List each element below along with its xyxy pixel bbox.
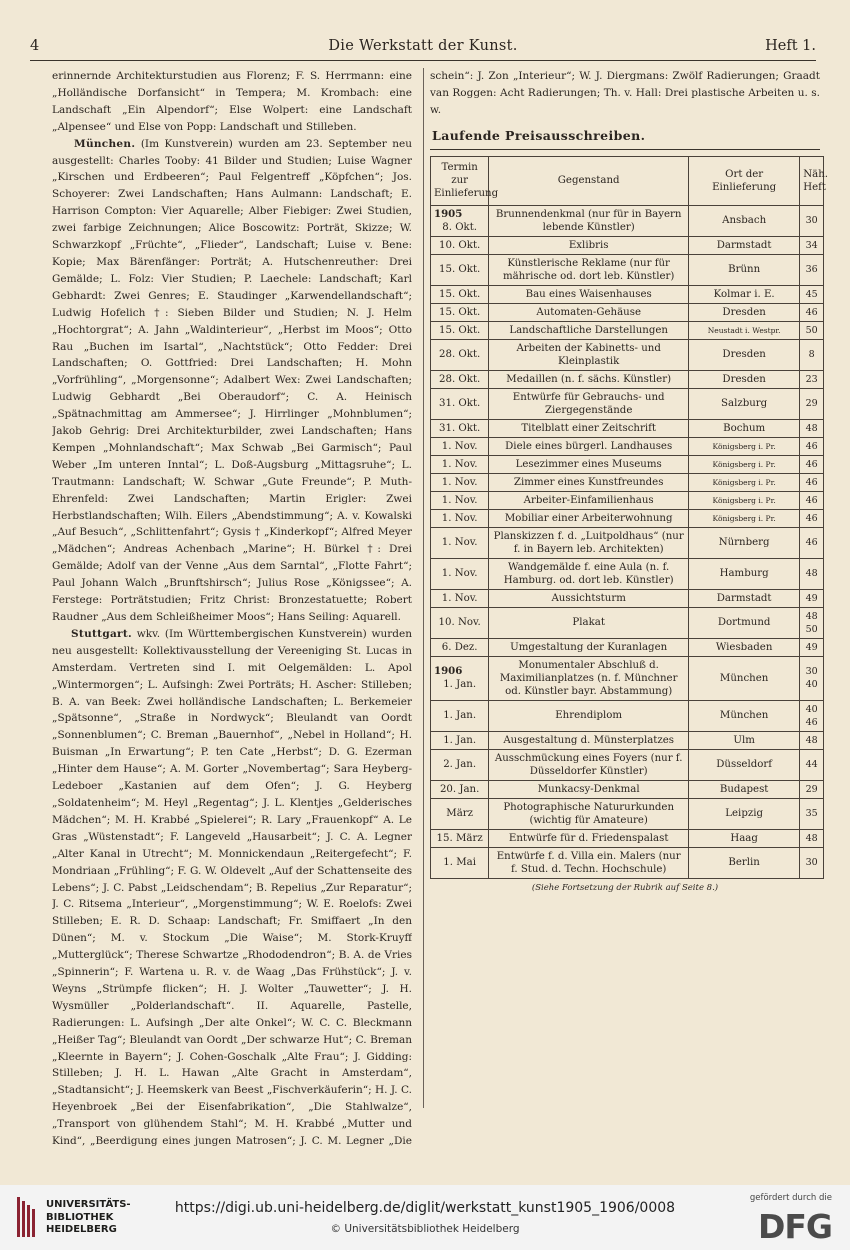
cell-date bbox=[431, 254, 489, 285]
cell-date-text: 1. Nov. bbox=[441, 440, 478, 452]
cell-date bbox=[431, 388, 489, 419]
cell-place: Königsberg i. Pr. bbox=[689, 437, 800, 455]
table-row bbox=[431, 847, 824, 878]
cell-place: Darmstadt bbox=[689, 589, 800, 607]
cell-date bbox=[431, 589, 489, 607]
cell-subject: Planskizzen f. d. „Luitpoldhaus“ (nur f. in Bayern leb. Architekten) bbox=[489, 527, 689, 558]
table-row bbox=[431, 731, 824, 749]
cell-place: Salzburg bbox=[689, 388, 800, 419]
section-title: Laufende Preisausschreiben. bbox=[432, 127, 646, 143]
cell-subject: Plakat bbox=[489, 607, 689, 638]
cell-date bbox=[431, 798, 489, 829]
cell-date-text: 28. Okt. bbox=[438, 349, 481, 361]
cell-date-text: 15. Okt. bbox=[438, 264, 481, 276]
column-divider bbox=[423, 68, 424, 1108]
cell-issue: 49 bbox=[800, 589, 824, 607]
cell-issue: 46 bbox=[800, 437, 824, 455]
cell-place: Brünn bbox=[689, 254, 800, 285]
cell-place: Nürnberg bbox=[689, 527, 800, 558]
cell-issue: 48 bbox=[800, 829, 824, 847]
cell-issue: 46 bbox=[800, 303, 824, 321]
cell-date bbox=[431, 607, 489, 638]
cell-place: Ansbach bbox=[689, 205, 800, 236]
cell-issue: 34 bbox=[800, 236, 824, 254]
cell-place: Dresden bbox=[689, 303, 800, 321]
table-row bbox=[431, 254, 824, 285]
cell-issue: 30 bbox=[800, 205, 824, 236]
left-column bbox=[52, 68, 412, 1153]
cell-subject: Arbeiter-Einfamilienhaus bbox=[489, 491, 689, 509]
cell-place: Darmstadt bbox=[689, 236, 800, 254]
cell-issue: 30 bbox=[800, 847, 824, 878]
table-row bbox=[431, 437, 824, 455]
cell-date bbox=[431, 558, 489, 589]
cell-date-text: 1. Jan. bbox=[443, 679, 477, 691]
cell-subject: Landschaftliche Darstellungen bbox=[489, 321, 689, 339]
cell-place: Hamburg bbox=[689, 558, 800, 589]
cell-place: Budapest bbox=[689, 780, 800, 798]
section-rule bbox=[430, 149, 820, 150]
cell-date-text: 1. Jan. bbox=[443, 710, 477, 722]
cell-date bbox=[431, 455, 489, 473]
cell-issue: 8 bbox=[800, 339, 824, 370]
cell-issue: 44 bbox=[800, 749, 824, 780]
table-row bbox=[431, 638, 824, 656]
cell-place: Königsberg i. Pr. bbox=[689, 491, 800, 509]
cell-date bbox=[431, 509, 489, 527]
cell-issue: 46 bbox=[800, 473, 824, 491]
cell-year: 1905 bbox=[434, 207, 463, 220]
cell-issue: 23 bbox=[800, 370, 824, 388]
cell-date bbox=[431, 303, 489, 321]
cell-date-text: 20. Jan. bbox=[439, 783, 480, 795]
header-issue: Näh. Heft bbox=[800, 156, 824, 205]
table-row bbox=[431, 656, 824, 700]
cell-date-text: 15. März bbox=[436, 832, 483, 844]
table-row bbox=[431, 558, 824, 589]
table-row bbox=[431, 388, 824, 419]
cell-date bbox=[431, 700, 489, 731]
table-row bbox=[431, 285, 824, 303]
table-footnote: (Siehe Fortsetzung der Rubrik auf Seite 8.) bbox=[531, 882, 719, 893]
cell-date-text: 31. Okt. bbox=[438, 422, 481, 434]
cell-subject: Ehrendiplom bbox=[489, 700, 689, 731]
cell-place: Dresden bbox=[689, 370, 800, 388]
cell-date-text: 1. Nov. bbox=[441, 494, 478, 506]
table-row bbox=[431, 780, 824, 798]
table-row bbox=[431, 419, 824, 437]
cell-date bbox=[431, 638, 489, 656]
cell-issue: 48 bbox=[800, 558, 824, 589]
cell-subject: Entwürfe f. d. Villa ein. Malers (nur f. Stud. d. Techn. Hochschule) bbox=[489, 847, 689, 878]
cell-issue: 40 46 bbox=[800, 700, 824, 731]
cell-issue: 46 bbox=[800, 455, 824, 473]
cell-issue: 49 bbox=[800, 638, 824, 656]
cell-issue: 29 bbox=[800, 388, 824, 419]
table-row bbox=[431, 370, 824, 388]
city-heading-stuttgart: Stuttgart. bbox=[71, 627, 132, 640]
cell-date-text: 1. Nov. bbox=[441, 458, 478, 470]
library-name-line3: HEIDELBERG bbox=[46, 1224, 117, 1235]
cell-date-text: 1. Mai bbox=[443, 857, 477, 869]
cell-issue: 46 bbox=[800, 527, 824, 558]
cell-date-text: 1. Nov. bbox=[441, 512, 478, 524]
competitions-table bbox=[430, 156, 829, 879]
paragraph-muenchen bbox=[52, 136, 412, 626]
table-row bbox=[431, 303, 824, 321]
cell-date bbox=[431, 205, 489, 236]
page-header bbox=[30, 38, 816, 60]
header-date: Termin zur Einlieferung bbox=[431, 156, 489, 205]
cell-place: Königsberg i. Pr. bbox=[689, 455, 800, 473]
cell-subject: Titelblatt einer Zeitschrift bbox=[489, 419, 689, 437]
cell-subject: Entwürfe für Gebrauchs- und Ziergegenstände bbox=[489, 388, 689, 419]
permalink-url[interactable]: https://digi.ub.uni-heidelberg.de/diglit/werkstatt_kunst1905_1906/0008 bbox=[174, 1200, 676, 1216]
cell-place: Bochum bbox=[689, 419, 800, 437]
cell-issue: 30 40 bbox=[800, 656, 824, 700]
cell-issue: 46 bbox=[800, 509, 824, 527]
cell-place: Düsseldorf bbox=[689, 749, 800, 780]
cell-date bbox=[431, 749, 489, 780]
paragraph-continuation: schein“: J. Zon „Interieur“; W. J. Diergmans: Zwölf Radierungen; Graadt van Roggen: Acht Radierungen; Th. v. Hall: Drei plastische Arbeiten u. s. w. bbox=[430, 70, 820, 116]
cell-issue: 48 bbox=[800, 731, 824, 749]
dfg-logo: DFG bbox=[757, 1207, 832, 1246]
table-header-row bbox=[431, 156, 824, 205]
dfg-caption bbox=[750, 1193, 832, 1203]
table-row bbox=[431, 473, 824, 491]
cell-subject: Ausgestaltung d. Münsterplatzes bbox=[489, 731, 689, 749]
cell-date bbox=[431, 419, 489, 437]
cell-date-text: März bbox=[446, 808, 474, 820]
cell-issue: 46 bbox=[800, 491, 824, 509]
table-row bbox=[431, 491, 824, 509]
cell-place: Haag bbox=[689, 829, 800, 847]
cell-date bbox=[431, 370, 489, 388]
cell-date bbox=[431, 473, 489, 491]
cell-place: Berlin bbox=[689, 847, 800, 878]
table-row bbox=[431, 607, 824, 638]
cell-subject: Künstlerische Reklame (nur für mährische od. dort leb. Künstler) bbox=[489, 254, 689, 285]
cell-subject: Exlibris bbox=[489, 236, 689, 254]
cell-date-text: 8. Okt. bbox=[442, 221, 478, 233]
cell-place: Dresden bbox=[689, 339, 800, 370]
header-place: Ort der Einlieferung bbox=[689, 156, 800, 205]
viewer-footer bbox=[0, 1185, 850, 1250]
cell-date-text: 15. Okt. bbox=[438, 288, 481, 300]
table-row bbox=[431, 700, 824, 731]
cell-issue: 48 50 bbox=[800, 607, 824, 638]
paragraph-florenz: erinnernde Architekturstudien aus Florenz; F. S. Herrmann: eine „Holländische Dorfansicht“ in Tempera; M. Krombach: eine Landschaft „Ein Alpendorf“; Else Wolpert: eine Landschaft „Alpensee“ und Else von Popp: Landschaft und Stilleben. bbox=[52, 70, 412, 133]
cell-subject: Lesezimmer eines Museums bbox=[489, 455, 689, 473]
cell-date-text: 28. Okt. bbox=[438, 373, 481, 385]
table-row bbox=[431, 749, 824, 780]
cell-subject: Wandgemälde f. eine Aula (n. f. Hamburg. od. dort leb. Künstler) bbox=[489, 558, 689, 589]
table-row bbox=[431, 321, 824, 339]
library-name-line1: UNIVERSITÄTS- bbox=[46, 1199, 131, 1210]
cell-subject: Photographische Natururkunden (wichtig für Amateure) bbox=[489, 798, 689, 829]
cell-date-text: 15. Okt. bbox=[438, 324, 481, 336]
cell-issue: 50 bbox=[800, 321, 824, 339]
cell-date bbox=[431, 731, 489, 749]
cell-place: Königsberg i. Pr. bbox=[689, 473, 800, 491]
cell-date bbox=[431, 656, 489, 700]
cell-subject: Zimmer eines Kunstfreundes bbox=[489, 473, 689, 491]
table-row bbox=[431, 527, 824, 558]
muenchen-text: (Im Kunstverein) wurden am 23. September neu ausgestellt: Charles Tooby: 41 Bilder und Studien; Luise Wagner „Kirschen und Erdbeeren“; Paul Felgentreff „Köpfchen“; Jos. Schoyerer: Zwei Landschaften; Hans Aulmann: Landschaft; E. Harrison Compton: Vier Aquarelle; Alber Fiebiger: Zwei Studien, zwei farbige Zeichnungen; Alice Boscowitz: Porträt, Skizze; W. Schwarzkopf „Früchte“, „Flieder“, Landschaft; Luise v. Bene: Kopie; Max Bärenfänger: Porträt; A. Hutschenreuther: Drei Gemälde; L. Folz: Vier Studien; P. Laechele: Landschaft; Karl Gebhardt: Zwei Genres; E. Staudinger „Karwendellandschaft“; Ludwig Hofelich †: Sieben Bilder und Studien; N. J. Helm „Hochtorgrat“; A. Jahn „Waldinterieur“, „Herbst im Moos“; Otto Rau „Buchen im Isartal“, „Nachtstück“; Otto Fedder: Drei Landschaften; O. Gottfried: Drei Landschaften; H. Mohn „Vorfrühling“, „Morgensonne“; Adalbert Wex: Zwei Landschaften; Ludwig Gebhardt „Bei Oberaudorf“; C. A. Heinisch „Spätnachmittag am Ammersee“; J. Hirrlinger „Mohnblumen“; Jakob Gehrig: Drei Architekturbilder, zwei Landschaften; Hans Kempen „Mohnlandschaft“; Max Schwab „Bei Garmisch“; Paul Weber „Im unteren Inntal“; L. Doß-Augsburg „Mittagsruhe“; L. Trautmann: Landschaft; W. Schwar „Gute Freunde“; P. Muth-Ehrenfeld: Zwei Landschaften; Martin Erigler: Zwei Herbstlandschaften; Wilh. Eilers „Abendstimmung“; A. v. Kowalski „Auf Besuch“, „Schlittenfahrt“; Gysis † „Kinderkopf“; Alfred Meyer „Mädchen“; Andreas Achenbach „Marine“; H. Bürkel †: Drei Gemälde; Adolf van der Venne „Aus dem Sarntal“, „Flotte Fahrt“; Paul Johann Walch „Brunftshirsch“; Julius Rose „Königssee“; A. Ferstege: Porträtstudien; Fritz Christ: Bronzestatuette; Robert Raudner „Aus dem Schleißheimer Moos“; Hans Seiling: Aquarell. bbox=[52, 137, 412, 623]
cell-date bbox=[431, 321, 489, 339]
cell-issue: 36 bbox=[800, 254, 824, 285]
cell-subject: Diele eines bürgerl. Landhauses bbox=[489, 437, 689, 455]
cell-date-text: 31. Okt. bbox=[438, 398, 481, 410]
cell-subject: Brunnendenkmal (nur für in Bayern lebende Künstler) bbox=[489, 205, 689, 236]
paragraph-stuttgart bbox=[52, 626, 412, 1153]
cell-subject: Monumentaler Abschluß d. Maximilianplatzes (n. f. Münchner od. Künstler bayr. Abstammung) bbox=[489, 656, 689, 700]
dfg-caption-line1: gefördert durch die bbox=[749, 1193, 832, 1203]
cell-date-text: 10. Okt. bbox=[438, 239, 481, 251]
cell-place: Kolmar i. E. bbox=[689, 285, 800, 303]
cell-place: Ulm bbox=[689, 731, 800, 749]
cell-issue: 35 bbox=[800, 798, 824, 829]
cell-date bbox=[431, 780, 489, 798]
cell-date-text: 6. Dez. bbox=[441, 641, 478, 653]
city-heading-muenchen: München. bbox=[74, 137, 136, 150]
cell-date-text: 1. Nov. bbox=[441, 592, 478, 604]
cell-date-text: 1. Jan. bbox=[443, 734, 477, 746]
cell-issue: 29 bbox=[800, 780, 824, 798]
cell-date-text: 10. Nov. bbox=[438, 617, 481, 629]
cell-place: Königsberg i. Pr. bbox=[689, 509, 800, 527]
copyright-notice: © Universitätsbibliothek Heidelberg bbox=[330, 1223, 520, 1235]
cell-subject: Arbeiten der Kabinetts- und Kleinplastik bbox=[489, 339, 689, 370]
journal-title: Die Werkstatt der Kunst. bbox=[328, 38, 518, 54]
cell-issue: 48 bbox=[800, 419, 824, 437]
cell-subject: Ausschmückung eines Foyers (nur f. Düsseldorfer Künstler) bbox=[489, 749, 689, 780]
issue-label: Heft 1. bbox=[765, 38, 816, 54]
cell-place: Dortmund bbox=[689, 607, 800, 638]
header-subject: Gegenstand bbox=[489, 156, 689, 205]
cell-date bbox=[431, 527, 489, 558]
cell-subject: Umgestaltung der Kuranlagen bbox=[489, 638, 689, 656]
cell-date bbox=[431, 437, 489, 455]
cell-date-text: 1. Nov. bbox=[441, 568, 478, 580]
cell-year: 1906 bbox=[434, 665, 463, 678]
stuttgart-text: wkv. (Im Württembergischen Kunstverein) wurden neu ausgestellt: Kollektivausstellung der Vereeniging St. Lucas in Amsterdam. Vertreten sind I. mit Oelgemälden: L. Apol „Wintermorgen“; L. Aufsingh: Zwei Porträts; H. Ascher: Stilleben; B. A. van Beek: Zwei holländische Landschaften; L. Berkemeier „Spätsonne“, „Straße in Nordwyck“; Bleulandt van Oordt „Sonnenblumen“; C. Breman „Bauernhof“, „Nebel in Holland“; H. Buisman „In Erwartung“; P. ten Cate „Herbst“; D. G. Ezerman „Hinter dem Hause“; A. M. Gorter „Novembertag“; Sara Heyberg-Ledeboer „Kastanien auf dem Ofen“; J. G. Heyberg „Soldatenheim“; M. Heyl „Regentag“; J. L. Klentjes „Gelderisches Mädchen“; M. H. Krabbé „Spielerei“; R. Lary „Frauenkopf“ A. Le Gras „Wüstenstadt“; F. Langeveld „Hausarbeit“; J. C. A. Legner „Alter Kanal in Utrecht“; M. Monnickendaun „Reitergefecht“; F. Mondriaan „Frühling“; F. G. W. Oldevelt „Auf der Schattenseite des Lebens“; J. C. Pabst „Leidschendam“; B. Repelius „Zur Reparatur“; J. C. Ritsema „Interieur“, „Morgenstimmung“; W. E. Roelofs: Zwei Stilleben; E. R. D. Schaap: Landschaft; Fr. Smiffaert „In den Dünen“; M. v. Stockum „Die Waise“; M. Stork-Kruyff „Mutterglück“; Therese Schwartze „Rhododendron“; B. A. de Vries „Spinnerin“; F. Wartena u. R. v. de Waag „Das Frühstück“; J. v. Weyns „Strümpfe flicken“; H. J. Wolter „Tauwetter“; J. H. Wysmüller „Polderlandschaft“. II. Aquarelle, Pastelle, Radierungen: L. Aufsingh „Der alte Onkel“; W. C. C. Bleckmann „Heißer Tag“; Bleulandt van Oordt „Der schwarze Hut“; C. Breman „Kleernte in Bayern“; J. Cohen-Goschalk „Alte Frau“; J. Gidding: Stilleben; J. H. L. Hawan „Alte Gracht in Amsterdam“, „Stadtansicht“; J. Heemskerk van Beest „Fischverkäuferin“; H. J. C. Heyenbroek „Bei der Eisenfabrikation“, „Die Stahlwalze“, „Transport von glühendem Stahl“; M. H. Krabbé „Mutter und Kind“, „Beerdigung eines jungen Matrosen“; J. C. M. Legner „Die bbox=[52, 627, 412, 1148]
table-row bbox=[431, 455, 824, 473]
cell-issue: 45 bbox=[800, 285, 824, 303]
cell-place: München bbox=[689, 656, 800, 700]
page-number: 4 bbox=[30, 38, 40, 54]
cell-subject: Medaillen (n. f. sächs. Künstler) bbox=[489, 370, 689, 388]
table-row bbox=[431, 589, 824, 607]
cell-date bbox=[431, 285, 489, 303]
cell-date bbox=[431, 491, 489, 509]
cell-place: Leipzig bbox=[689, 798, 800, 829]
cell-date-text: 1. Nov. bbox=[441, 537, 478, 549]
cell-date bbox=[431, 236, 489, 254]
table-row bbox=[431, 509, 824, 527]
table-row bbox=[431, 798, 824, 829]
cell-subject: Munkacsy-Denkmal bbox=[489, 780, 689, 798]
table-row bbox=[431, 339, 824, 370]
cell-date bbox=[431, 339, 489, 370]
table-row bbox=[431, 236, 824, 254]
cell-place: Neustadt i. Westpr. bbox=[689, 321, 800, 339]
library-name-line2: BIBLIOTHEK bbox=[46, 1211, 114, 1223]
cell-subject: Mobiliar einer Arbeiterwohnung bbox=[489, 509, 689, 527]
right-column bbox=[430, 68, 829, 897]
cell-date bbox=[431, 829, 489, 847]
cell-date bbox=[431, 847, 489, 878]
cell-subject: Entwürfe für d. Friedenspalast bbox=[489, 829, 689, 847]
cell-place: München bbox=[689, 700, 800, 731]
cell-subject: Automaten-Gehäuse bbox=[489, 303, 689, 321]
cell-date-text: 1. Nov. bbox=[441, 476, 478, 488]
cell-date-text: 2. Jan. bbox=[443, 759, 477, 771]
cell-subject: Aussichtsturm bbox=[489, 589, 689, 607]
cell-date-text: 15. Okt. bbox=[438, 306, 481, 318]
header-rule bbox=[30, 60, 816, 61]
table-row bbox=[431, 205, 824, 236]
cell-place: Wiesbaden bbox=[689, 638, 800, 656]
cell-subject: Bau eines Waisenhauses bbox=[489, 285, 689, 303]
table-row bbox=[431, 829, 824, 847]
